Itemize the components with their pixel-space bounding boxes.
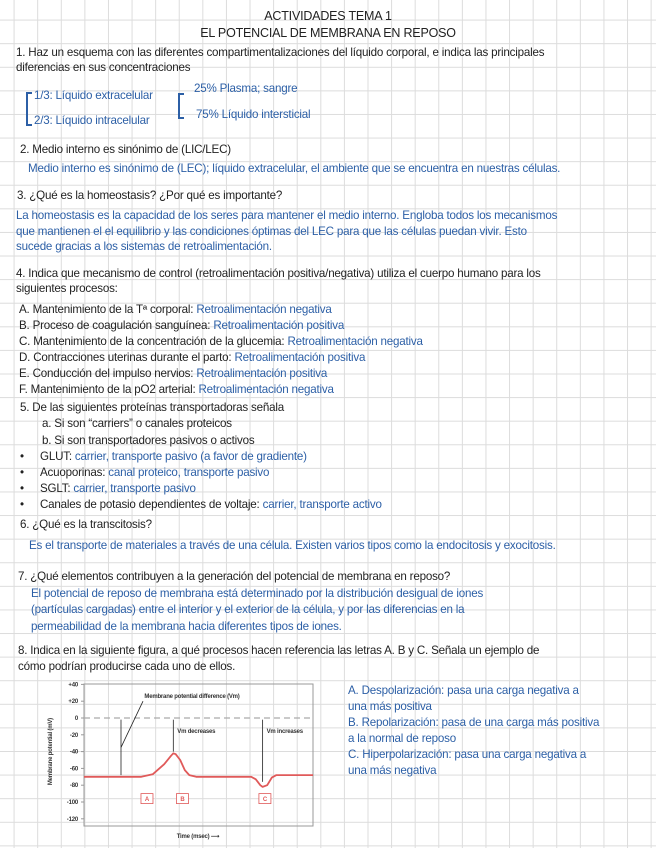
q8-answer-line: C. Hiperpolarización: pasa una carga negativa a — [348, 748, 587, 761]
y-tick-label: -100 — [66, 800, 78, 806]
q4-item-answer: Retroalimentación positiva — [196, 367, 328, 380]
marker-label: B — [180, 797, 185, 804]
q4-question-line2: siguientes procesos: — [16, 282, 118, 295]
q2-answer: Medio interno es sinónimo de (LEC); líquido extracelular, el ambiente que se encuentra en nuestras células. — [28, 162, 561, 175]
marker-label: C — [262, 797, 267, 804]
q7-answer-1: El potencial de reposo de membrana está determinado por la distribución desigual de iones — [31, 587, 484, 600]
q5-item-label: SGLT: — [40, 482, 74, 495]
q8-answer-line: una más negativa — [348, 764, 437, 777]
q5-item-label: GLUT: — [40, 450, 75, 463]
q5-item-label: Canales de potasio dependientes de voltaje: — [40, 498, 263, 511]
q6-answer: Es el transporte de materiales a través de una célula. Existen varios tipos como la endocitosis y exocitosis. — [29, 539, 556, 552]
marker-label: A — [144, 797, 150, 804]
page-subtitle: EL POTENCIAL DE MEMBRANA EN REPOSO — [200, 26, 456, 40]
y-tick-label: -120 — [66, 816, 78, 823]
q4-question: 4. Indica que mecanismo de control (retroalimentación positiva/negativa) utiliza el cuerpo humano para los — [16, 267, 541, 280]
scheme-plasma: 25% Plasma; sangre — [194, 82, 298, 95]
y-axis-label: Membrane potential (mV) — [48, 718, 54, 786]
bullet-icon: • — [20, 482, 24, 495]
annotation-label-increases: Vm increases — [266, 729, 303, 736]
q1-question-line2: diferencias en sus concentraciones — [16, 61, 191, 74]
q7-answer-3: permeabilidad de la membrana hacia diferentes tipos de iones. — [31, 620, 342, 633]
q5-item-answer: canal proteico, transporte pasivo — [108, 466, 270, 479]
q1-question: 1. Haz un esquema con las diferentes compartimentalizaciones del líquido corporal, e indica las principales — [16, 46, 545, 59]
q4-item-label: E. Conducción del impulso nervios: — [19, 367, 197, 380]
plot-frame — [84, 684, 313, 826]
q4-item-answer: Retroalimentación positiva — [234, 351, 366, 364]
y-tick-label: -80 — [69, 783, 78, 790]
q8-answer-line: a la normal de reposo — [348, 732, 456, 745]
q5-item-label: Acuoporinas: — [40, 466, 109, 479]
q3-question: 3. ¿Qué es la homeostasis? ¿Por qué es importante? — [17, 189, 283, 202]
q5-item-answer: carrier, transporte pasivo — [73, 482, 196, 495]
q3-answer-2: que mantienen el el equilibrio y las condiciones óptimas del LEC para que las células puedan vivir. Esto — [16, 225, 527, 238]
q4-item-label: F. Mantenimiento de la pO2 arterial: — [19, 383, 199, 396]
scheme-extracelular: 1/3: Líquido extracelular — [34, 89, 153, 102]
y-tick-label: -60 — [69, 766, 78, 773]
q5-item-answer: carrier, transporte pasivo (a favor de gradiente) — [74, 450, 307, 463]
q3-answer-3: sucede gracias a los sistemas de retroalimentación. — [16, 240, 272, 253]
q8-answer-line: una más positiva — [348, 700, 432, 713]
scheme-intersticial: 75% Líquido intersticial — [196, 108, 311, 121]
y-tick-label: -40 — [69, 749, 78, 756]
bullet-icon: • — [20, 466, 24, 479]
q8-answer-line: B. Repolarización: pasa de una carga más positiva — [348, 716, 600, 729]
annotation-label-decreases: Vm decreases — [177, 729, 216, 736]
title-leader-line — [121, 701, 143, 747]
q2-question: 2. Medio interno es sinónimo de (LIC/LEC) — [20, 143, 231, 156]
q7-question: 7. ¿Qué elementos contribuyen a la generación del potencial de membrana en reposo? — [18, 570, 451, 583]
q4-item-label: B. Proceso de coagulación sanguínea: — [19, 319, 214, 332]
membrane-potential-line — [84, 753, 313, 787]
q4-item-answer: Retroalimentación negativa — [198, 383, 334, 396]
q4-item-label: D. Contracciones uterinas durante el parto: — [19, 351, 235, 364]
q5-item-answer: carrier, transporte activo — [262, 498, 382, 511]
bullet-icon: • — [20, 498, 24, 511]
q4-item-answer: Retroalimentación negativa — [287, 335, 423, 348]
q4-item-answer: Retroalimentación positiva — [213, 319, 345, 332]
q8-answer-line: A. Despolarización: pasa una carga negativa a — [348, 684, 579, 697]
q6-question: 6. ¿Qué es la transcitosis? — [20, 518, 152, 531]
x-axis-label: Time (msec) ⟶ — [176, 834, 220, 840]
page-title: ACTIVIDADES TEMA 1 — [264, 9, 392, 23]
y-tick-label: -20 — [69, 732, 78, 739]
scheme-intracelular: 2/3: Líquido intracelular — [34, 114, 150, 127]
q8-question: 8. Indica en la siguiente figura, a qué procesos hacen referencia las letras A. B y C. Señala un ejemplo de — [18, 644, 540, 657]
chart-title: Membrane potential difference (Vm) — [144, 693, 240, 700]
y-tick-label: +40 — [68, 682, 78, 689]
y-tick-label: +20 — [68, 699, 78, 706]
q4-item-answer: Retroalimentación negativa — [196, 303, 332, 316]
y-tick-label: 0 — [74, 716, 78, 722]
q4-item-label: A. Mantenimiento de la Tª corporal: — [19, 303, 197, 316]
q3-answer-1: La homeostasis es la capacidad de los seres para mantener el medio interno. Engloba todos los mecanismos — [16, 209, 558, 222]
q8-question-line2: cómo podrían producirse cada uno de ellos. — [18, 660, 236, 673]
q7-answer-2: (partículas cargadas) entre el interior y el exterior de la célula, y por las diferencias en la — [31, 603, 465, 616]
q4-item-label: C. Mantenimiento de la concentración de la glucemia: — [19, 335, 288, 348]
q5-sub-b: b. Si son transportadores pasivos o activos — [42, 434, 255, 447]
bullet-icon: • — [20, 450, 24, 463]
q5-question: 5. De las siguientes proteínas transportadoras señala — [20, 401, 284, 414]
q5-sub-a: a. Si son “carriers” o canales proteicos — [42, 417, 232, 430]
